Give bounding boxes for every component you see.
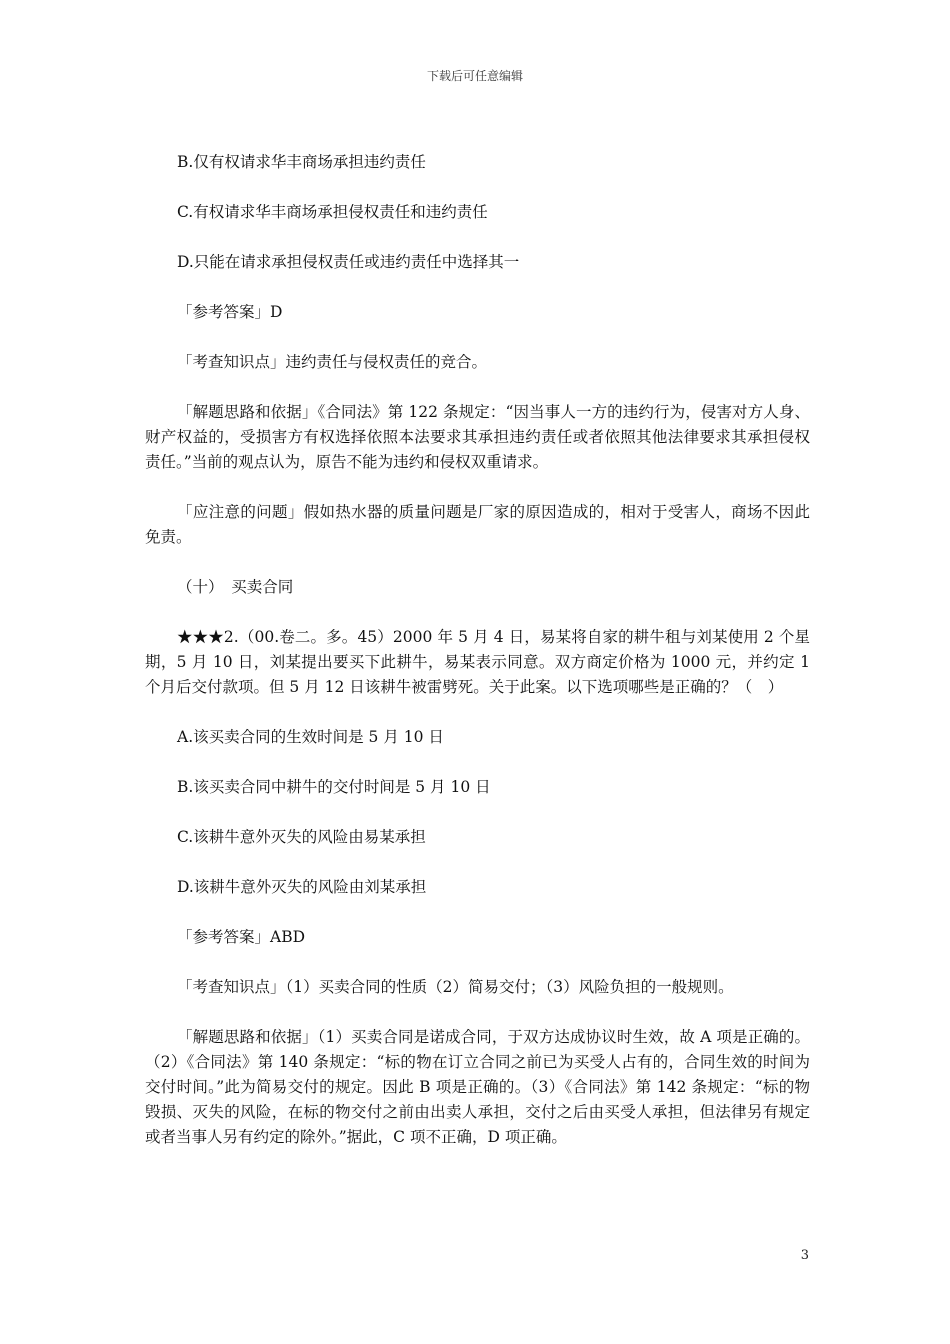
question-paragraph: ★★★2.（00.卷二。多。45）2000 年 5 月 4 日，易某将自家的耕牛租与刘某使用 2 个星期，5 月 10 日，刘某提出要买下此耕牛，易某表示同意。双方商定价格为 1000 元，并约定 1 个月后交付款项。但 5 月 12 日该耕牛被雷劈死。关于此案。以下选项哪些是正确的？（ ） — [145, 628, 810, 696]
reasoning-paragraph: 「解题思路和依据」《合同法》第 122 条规定：“因当事人一方的违约行为，侵害对方人身、财产权益的，受损害方有权选择依照本法要求其承担违约责任或者依照其他法律要求其承担侵权责任。”当前的观点认为，原告不能为违约和侵权双重请求。 — [145, 403, 810, 471]
question-option-d: D.该耕牛意外灭失的风险由刘某承担 — [177, 878, 427, 896]
option-c-paragraph: C.有权请求华丰商场承担侵权责任和违约责任 — [177, 203, 488, 221]
page-header: 下载后可任意编辑 — [426, 69, 523, 83]
section-heading: （十） 买卖合同 — [177, 578, 294, 596]
notes-paragraph: 「应注意的问题」假如热水器的质量问题是厂家的原因造成的，相对于受害人，商场不因此免责。 — [145, 503, 810, 546]
question-reasoning: 「解题思路和依据」（1）买卖合同是诺成合同，于双方达成协议时生效，故 A 项是正确的。（2）《合同法》第 140 条规定：“标的物在订立合同之前已为买受人占有的，合同生效的时间为交付时间。”此为简易交付的规定。因此 B 项是正确的。（3）《合同法》第 142 条规定：“标的物毁损、灭失的风险，在标的物交付之前由出卖人承担，交付之后由买受人承担，但法律另有规定或者当事人另有约定的除外。”据此，C 项不正确，D 项正确。 — [145, 1028, 810, 1146]
reference-answer-paragraph: 「参考答案」D — [177, 303, 283, 321]
question-option-c: C.该耕牛意外灭失的风险由易某承担 — [177, 828, 426, 846]
option-d-paragraph: D.只能在请求承担侵权责任或违约责任中选择其一 — [177, 253, 520, 271]
knowledge-point-paragraph: 「考查知识点」违约责任与侵权责任的竞合。 — [177, 353, 488, 371]
question-option-b: B.该买卖合同中耕牛的交付时间是 5 月 10 日 — [177, 778, 491, 796]
question-knowledge-point: 「考查知识点」（1）买卖合同的性质（2）简易交付；（3）风险负担的一般规则。 — [177, 978, 734, 996]
option-b-paragraph: B.仅有权请求华丰商场承担违约责任 — [177, 153, 426, 171]
document-body — [145, 150, 810, 1175]
question-reference-answer: 「参考答案」ABD — [177, 928, 306, 946]
page-number: 3 — [800, 1248, 809, 1263]
question-option-a: A.该买卖合同的生效时间是 5 月 10 日 — [177, 728, 444, 746]
